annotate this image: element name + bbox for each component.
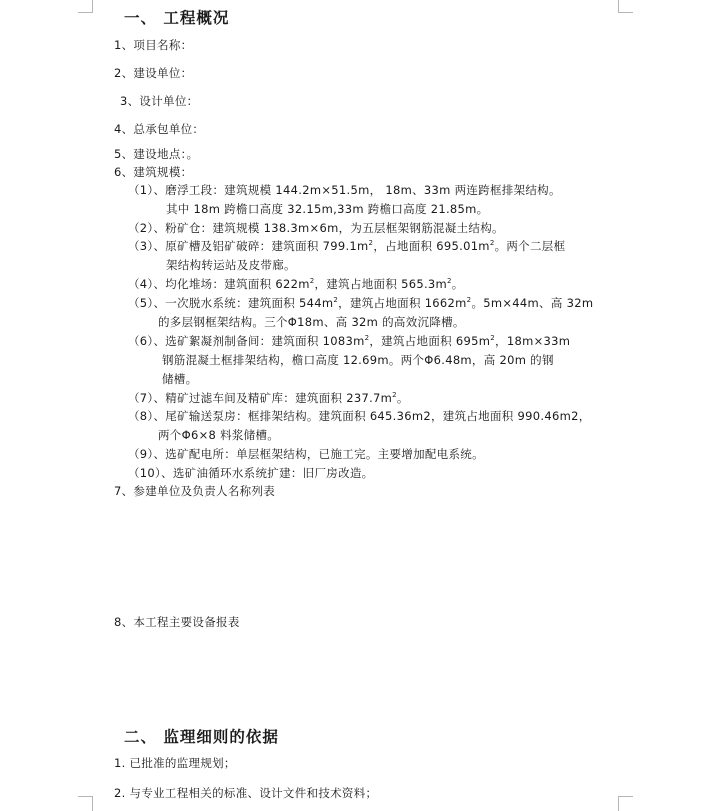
scale-item-8: （8）、尾矿输送泵房：框排架结构。建筑面积 645.36m2，建筑占地面积 990.46m2， (128, 409, 591, 423)
project-name-label: 1、项目名称： (114, 38, 193, 52)
page-corner-mark (618, 796, 633, 811)
participants-list-label: 7、参建单位及负责人名称列表 (114, 484, 276, 498)
page-corner-mark (618, 0, 633, 13)
general-contractor-label: 4、总承包单位： (114, 122, 205, 136)
page-corner-mark (78, 0, 93, 13)
scale-item-5: （5）、一次脱水系统：建筑面积 $544m^2$，建筑占地面积 $1662m^2$。5m×44m、高 32m (128, 296, 594, 310)
scale-item-10: （10）、选矿油循环水系统扩建：旧厂房改造。 (128, 466, 374, 480)
construction-unit-label: 2、建设单位： (114, 66, 193, 80)
building-scale-label: 6、建筑规模： (114, 165, 193, 179)
scale-item-2: （2）、粉矿仓：建筑规模 138.3m×6m，为五层框架钢筋混凝土结构。 (128, 221, 504, 235)
scale-item-8-cont: 两个Φ6×8 料浆储槽。 (158, 428, 280, 442)
basis-item-1: 1. 已批准的监理规划； (114, 756, 236, 770)
scale-item-4: （4）、均化堆场：建筑面积 $622m^2$，建筑占地面积 $565.3m^2$。 (128, 277, 464, 291)
page-corner-mark (78, 796, 93, 811)
construction-site-label: 5、建设地点：。 (114, 147, 199, 161)
scale-item-1-cont: 其中 18m 跨檐口高度 32.15m,33m 跨檐口高度 21.85m。 (166, 202, 489, 216)
design-unit-label: 3、设计单位： (120, 94, 199, 108)
scale-item-9: （9）、选矿配电所：单层框架结构，已施工完。主要增加配电系统。 (128, 447, 484, 461)
scale-item-5-cont: 的多层钢框架结构。三个Φ18m、高 32m 的高效沉降槽。 (158, 315, 465, 329)
scale-item-6-cont: 钢筋混凝土框排架结构，檐口高度 12.69m。两个Φ6.48m，高 20m 的钢 (162, 353, 554, 367)
scale-item-3-cont: 架结构转运站及皮带廊。 (166, 258, 296, 272)
equipment-report-label: 8、本工程主要设备报表 (114, 615, 240, 629)
basis-item-2: 2. 与专业工程相关的标准、设计文件和技术资料； (114, 786, 378, 800)
scale-item-1: （1）、磨浮工段：建筑规模 144.2m×51.5m， 18m、33m 两连跨框排架结构。 (128, 183, 561, 197)
scale-item-3: （3）、原矿槽及铝矿破碎：建筑面积 $799.1m^2$，占地面积 $695.01m^2$。两个二层框 (128, 239, 566, 253)
section-1-heading: 一、 工程概况 (124, 8, 230, 27)
scale-item-6-cont2: 储槽。 (162, 372, 198, 386)
scale-item-7: （7）、精矿过滤车间及精矿库：建筑面积 $237.7m^2$。 (128, 391, 409, 405)
scale-item-6: （6）、选矿絮凝剂制备间：建筑面积 $1083m^2$，建筑占地面积 $695m^2$，18m×33m (128, 334, 571, 348)
section-2-heading: 二、 监理细则的依据 (124, 727, 279, 746)
